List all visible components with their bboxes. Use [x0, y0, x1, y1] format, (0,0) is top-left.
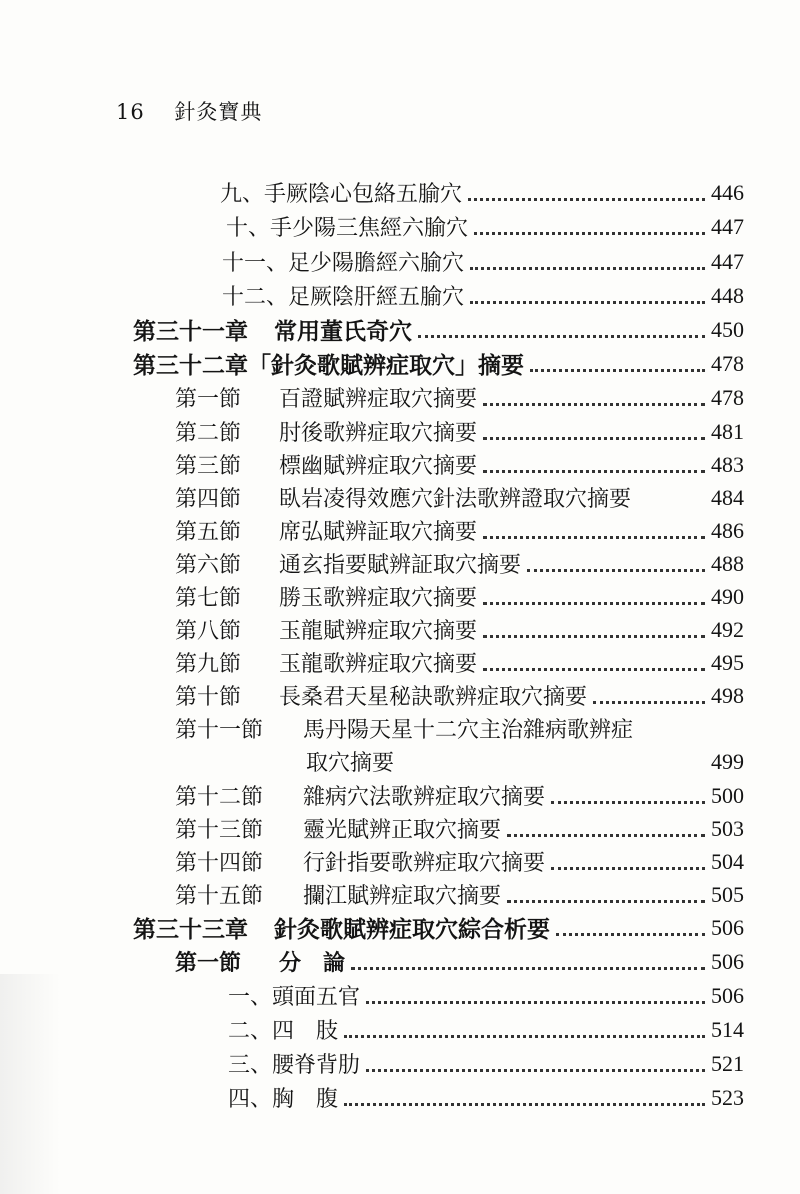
section-number: 第五節 [175, 520, 242, 545]
section-number: 第一節 [175, 951, 242, 976]
toc-title: 肘後歌辨症取穴摘要 [279, 421, 478, 446]
leader-dots [556, 932, 705, 936]
toc-title: 十、手少陽三焦經六腧穴 [226, 216, 469, 241]
leader-dots [351, 966, 705, 970]
toc-title: 行針指要歌辨症取穴摘要 [303, 851, 546, 876]
toc-page: 506 [711, 948, 744, 974]
leader-dots [483, 667, 705, 671]
toc-entry [228, 1013, 744, 1046]
toc-title: 九、手厥陰心包絡五腧穴 [220, 182, 463, 207]
leader-dots [530, 368, 705, 372]
toc-entry [226, 210, 744, 243]
leader-dots [483, 535, 705, 539]
toc-title: 玉龍歌辨症取穴摘要 [279, 652, 478, 677]
leader-dots [527, 568, 705, 572]
toc-title: 百證賦辨症取穴摘要 [279, 387, 478, 412]
toc-page: 478 [711, 384, 744, 410]
leader-dots [483, 601, 705, 605]
toc-title: 馬丹陽天星十二穴主治雜病歌辨症 [303, 718, 634, 743]
section-number: 第三節 [175, 454, 242, 479]
book-title: 針灸寶典 [174, 100, 263, 124]
leader-dots [483, 402, 705, 406]
toc-chapter [133, 313, 744, 346]
toc-section [175, 878, 744, 911]
toc-section [175, 514, 744, 547]
toc-page: 521 [711, 1050, 744, 1076]
chapter-number: 第三十三章 [133, 917, 248, 943]
leader-dots [483, 469, 705, 473]
toc-entry-continuation [306, 745, 744, 778]
toc-title: 通玄指要賦辨証取穴摘要 [279, 553, 522, 578]
section-number: 第一節 [175, 387, 242, 412]
toc-page: 486 [711, 517, 744, 543]
toc-title: 十二、足厥陰肝經五腧穴 [222, 285, 465, 310]
toc-title-continued: 取穴摘要 [306, 751, 395, 776]
toc-page: 478 [711, 350, 744, 376]
toc-section [175, 481, 744, 514]
toc-entry [222, 279, 744, 312]
toc-section [175, 679, 744, 712]
toc-title: 分 論 [279, 951, 346, 976]
section-number: 第十四節 [175, 851, 264, 876]
toc-section [175, 646, 744, 679]
toc-section [175, 845, 744, 878]
toc-title: 常用董氏奇穴 [274, 319, 412, 345]
leader-dots [507, 899, 705, 903]
toc-section [175, 712, 744, 745]
section-number: 第七節 [175, 586, 242, 611]
leader-dots [551, 866, 705, 870]
toc-chapter [133, 911, 744, 944]
toc-title: 一、頭面五官 [228, 985, 361, 1010]
leader-dots [474, 231, 705, 235]
toc-title: 勝玉歌辨症取穴摘要 [279, 586, 478, 611]
leader-dots [637, 502, 705, 506]
toc-title: 攔江賦辨症取穴摘要 [303, 884, 502, 909]
toc-section [175, 580, 744, 613]
chapter-number: 第三十一章 [133, 319, 248, 345]
section-number: 第四節 [175, 487, 242, 512]
toc-title: 靈光賦辨正取穴摘要 [303, 818, 502, 843]
leader-dots [418, 334, 705, 338]
toc-title: 針灸歌賦辨症取穴綜合析要 [274, 917, 550, 943]
section-number: 第十節 [175, 685, 242, 710]
toc-page: 447 [711, 213, 744, 239]
toc-page: 506 [711, 982, 744, 1008]
leader-dots [400, 766, 705, 770]
toc-page: 503 [711, 815, 744, 841]
section-number: 第二節 [175, 421, 242, 446]
toc-section [175, 812, 744, 845]
chapter-number: 第三十二章 [133, 353, 248, 379]
toc-page: 498 [711, 682, 744, 708]
toc-title: 臥岩凌得效應穴針法歌辨證取穴摘要 [279, 487, 632, 512]
toc-page: 523 [711, 1084, 744, 1110]
toc-title: 席弘賦辨証取穴摘要 [279, 520, 478, 545]
toc-title: 雜病穴法歌辨症取穴摘要 [303, 785, 546, 810]
toc-section [175, 779, 744, 812]
toc-section [175, 945, 744, 978]
leader-dots [366, 1068, 705, 1072]
toc-title: 十一、足少陽膽經六腧穴 [222, 251, 465, 276]
leader-dots [551, 800, 705, 804]
section-number: 第十五節 [175, 884, 264, 909]
toc-entry [228, 979, 744, 1012]
toc-title: 三、腰脊背肋 [228, 1053, 361, 1078]
toc-page: 500 [711, 782, 744, 808]
leader-dots [470, 266, 705, 270]
toc-page: 506 [711, 914, 744, 940]
toc-title: 「針灸歌賦辨症取穴」摘要 [248, 353, 524, 379]
leader-dots [344, 1102, 705, 1106]
section-number: 第九節 [175, 652, 242, 677]
leader-dots [366, 1000, 705, 1004]
toc-page: 483 [711, 451, 744, 477]
toc-page: 490 [711, 583, 744, 609]
scan-shadow [0, 974, 60, 1194]
section-number: 第十二節 [175, 785, 264, 810]
leader-dots [483, 634, 705, 638]
toc-entry [222, 245, 744, 278]
toc-section [175, 448, 744, 481]
toc-entry [220, 176, 744, 209]
toc-section [175, 613, 744, 646]
toc-page: 446 [711, 179, 744, 205]
leader-dots [593, 700, 705, 704]
page-header [116, 96, 262, 126]
leader-dots [344, 1034, 705, 1038]
toc-page: 492 [711, 616, 744, 642]
toc-chapter [133, 347, 744, 380]
page-number: 16 [116, 100, 145, 124]
toc-section [175, 381, 744, 414]
toc-page: 447 [711, 248, 744, 274]
toc-page: 481 [711, 418, 744, 444]
toc-title: 玉龍賦辨症取穴摘要 [279, 619, 478, 644]
leader-dots [483, 436, 705, 440]
section-number: 第八節 [175, 619, 242, 644]
toc-title: 長桑君天星秘訣歌辨症取穴摘要 [279, 685, 588, 710]
toc-entry [228, 1081, 744, 1114]
leader-dots [468, 197, 705, 201]
leader-dots [470, 300, 705, 304]
toc-page: 450 [711, 316, 744, 342]
toc-page: 495 [711, 649, 744, 675]
toc-section [175, 415, 744, 448]
toc-page: 488 [711, 550, 744, 576]
toc-entry [228, 1047, 744, 1080]
leader-dots [507, 833, 705, 837]
toc-page: 505 [711, 881, 744, 907]
section-number: 第六節 [175, 553, 242, 578]
toc-page: 514 [711, 1016, 744, 1042]
toc-page: 484 [711, 484, 744, 510]
toc-title: 四、胸 腹 [228, 1087, 339, 1112]
toc-title: 標幽賦辨症取穴摘要 [279, 454, 478, 479]
section-number: 第十三節 [175, 818, 264, 843]
section-number: 第十一節 [175, 718, 264, 743]
toc-page: 504 [711, 848, 744, 874]
toc-page: 499 [711, 748, 744, 774]
toc-section [175, 547, 744, 580]
toc-page: 448 [711, 282, 744, 308]
toc-title: 二、四 肢 [228, 1019, 339, 1044]
